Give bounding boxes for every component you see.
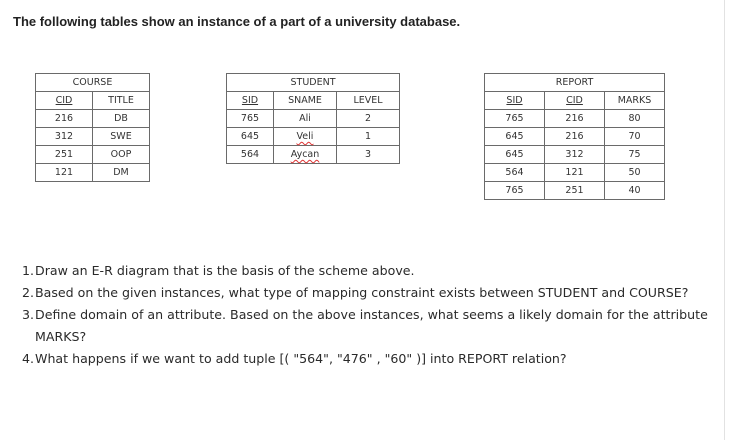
spellcheck-underlined-text: Aycan <box>290 149 320 160</box>
student-table <box>226 73 400 164</box>
table-cell: 70 <box>605 128 665 146</box>
table-row <box>227 146 400 164</box>
question-item <box>22 282 712 304</box>
table-cell: OOP <box>93 146 150 164</box>
table-cell: 765 <box>485 110 545 128</box>
question-text: Define domain of an attribute. Based on the above instances, what seems a likely domain for the attribute MARKS? <box>35 307 708 344</box>
table-cell <box>274 128 337 146</box>
spellcheck-underlined-text: Veli <box>296 131 314 142</box>
student-col-sname: SNAME <box>274 92 337 110</box>
table-cell: 1 <box>337 128 400 146</box>
table-cell: 312 <box>36 128 93 146</box>
report-caption: REPORT <box>485 74 665 92</box>
report-col-marks: MARKS <box>605 92 665 110</box>
table-row <box>485 182 665 200</box>
table-cell: 216 <box>545 128 605 146</box>
question-item <box>22 260 712 282</box>
table-row <box>485 146 665 164</box>
question-list <box>22 260 712 370</box>
course-col-cid: CID <box>36 92 93 110</box>
table-row <box>227 110 400 128</box>
student-col-level: LEVEL <box>337 92 400 110</box>
table-cell: 645 <box>227 128 274 146</box>
table-row <box>485 164 665 182</box>
table-cell: 121 <box>545 164 605 182</box>
table-cell: DM <box>93 164 150 182</box>
student-caption: STUDENT <box>227 74 400 92</box>
course-caption: COURSE <box>36 74 150 92</box>
question-number: 3. <box>22 307 35 322</box>
table-cell: 645 <box>485 146 545 164</box>
report-table <box>484 73 665 200</box>
table-cell: Ali <box>274 110 337 128</box>
table-row <box>485 110 665 128</box>
report-col-cid: CID <box>545 92 605 110</box>
table-cell: SWE <box>93 128 150 146</box>
table-cell: 121 <box>36 164 93 182</box>
table-cell: 564 <box>227 146 274 164</box>
table-cell: 216 <box>545 110 605 128</box>
table-row <box>36 128 150 146</box>
table-cell: 765 <box>227 110 274 128</box>
question-item <box>22 348 712 370</box>
table-cell: 765 <box>485 182 545 200</box>
table-cell: 3 <box>337 146 400 164</box>
table-cell: 312 <box>545 146 605 164</box>
intro-heading: The following tables show an instance of a part of a university database. <box>13 14 461 29</box>
table-cell: DB <box>93 110 150 128</box>
question-text: Based on the given instances, what type of mapping constraint exists between STUDENT and COURSE? <box>35 285 689 300</box>
question-number: 1. <box>22 263 35 278</box>
table-cell: 40 <box>605 182 665 200</box>
report-col-sid: SID <box>485 92 545 110</box>
table-cell: 50 <box>605 164 665 182</box>
table-cell <box>274 146 337 164</box>
table-row <box>227 128 400 146</box>
table-cell: 645 <box>485 128 545 146</box>
table-cell: 251 <box>36 146 93 164</box>
page-edge-rule <box>724 0 725 440</box>
table-cell: 564 <box>485 164 545 182</box>
table-cell: 251 <box>545 182 605 200</box>
table-row <box>36 110 150 128</box>
table-cell: 80 <box>605 110 665 128</box>
table-cell: 75 <box>605 146 665 164</box>
course-col-title: TITLE <box>93 92 150 110</box>
question-text: What happens if we want to add tuple [( "564", "476" , "60" )] into REPORT relation? <box>35 351 567 366</box>
question-number: 4. <box>22 351 35 366</box>
course-table <box>35 73 150 182</box>
table-cell: 216 <box>36 110 93 128</box>
question-item <box>22 304 712 348</box>
table-row <box>36 164 150 182</box>
question-number: 2. <box>22 285 35 300</box>
question-text: Draw an E-R diagram that is the basis of the scheme above. <box>35 263 415 278</box>
student-col-sid: SID <box>227 92 274 110</box>
table-cell: 2 <box>337 110 400 128</box>
table-row <box>485 128 665 146</box>
table-row <box>36 146 150 164</box>
